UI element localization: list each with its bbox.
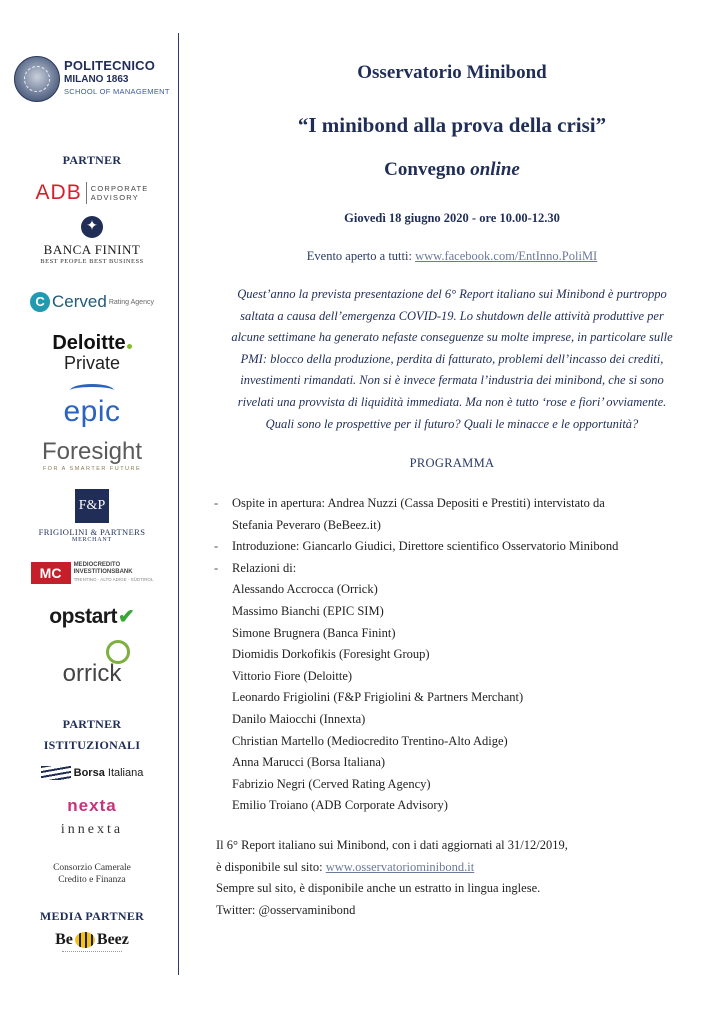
cerved-name: Cerved (52, 292, 107, 311)
adb-separator (86, 182, 87, 204)
deloitte-logo (0, 333, 184, 373)
deloitte-name-row (0, 333, 184, 353)
programma-item (210, 536, 710, 558)
orrick-name: orrick (62, 660, 122, 687)
page-title: Osservatorio Minibond (357, 62, 547, 83)
event-type-online: online (470, 159, 520, 180)
bebeez-dots (62, 951, 122, 952)
mediocredito-mark: MC (31, 562, 71, 584)
deloitte-sub: Private (63, 353, 121, 373)
foresight-logo (0, 438, 184, 472)
intro-line: Quest’anno la prevista presentazione del 6° Report italiano sui Minibond è purtroppo (237, 287, 667, 301)
event-access (186, 249, 718, 264)
event-datetime: Giovedì 18 giugno 2020 - ore 10.00-12.30 (344, 211, 560, 225)
event-type (186, 159, 718, 181)
orrick-ring-icon (106, 640, 130, 664)
fp-name: FRIGIOLINI & PARTNERS (38, 527, 146, 537)
speaker: Leonardo Frigiolini (F&P Frigiolini & Partners Merchant) (232, 690, 524, 705)
mediocredito-line2: INVESTITIONSBANK (73, 569, 133, 575)
epic-name: epic (63, 395, 121, 428)
report-info-line: Sempre sul sito, è disponibile anche un estratto in lingua inglese. (216, 881, 541, 896)
event-access-prefix: Evento aperto a tutti: (306, 249, 416, 263)
speakers-list (232, 579, 710, 817)
institution-name: POLITECNICO (64, 58, 156, 73)
epic-logo (0, 384, 184, 429)
mediocredito-words (74, 562, 154, 584)
borsa-name-bold: Borsa (73, 766, 105, 779)
speaker: Danilo Maiocchi (Innexta) (232, 711, 366, 726)
deloitte-name: Deloitte (52, 332, 126, 354)
opstart-logo (0, 604, 184, 629)
report-info (216, 835, 716, 921)
bebeez-logo (0, 931, 184, 952)
finint-runner-icon: ✦ (81, 216, 103, 238)
programma-item-text: Introduzione: Giancarlo Giudici, Direttore scientifico Osservatorio Minibond (232, 539, 619, 554)
report-info-line: Il 6° Report italiano sui Minibond, con i dati aggiornati al 31/12/2019, (216, 838, 568, 852)
programma-item (210, 493, 710, 536)
banca-finint-logo (0, 216, 184, 265)
adb-logo (0, 181, 184, 205)
facebook-link[interactable]: www.facebook.com/EntInno.PoliMI (415, 249, 598, 263)
intro-line: alcune settimane ha generato nefaste conseguenze su molte imprese, in particolare sulle (231, 330, 673, 345)
adb-line1: CORPORATE (90, 184, 149, 193)
checkmark-icon: ✔ (117, 606, 135, 628)
event-subtitle: “I minibond alla prova della crisi” (297, 113, 607, 137)
event-type-prefix: Convegno (384, 159, 471, 180)
fp-tagline: MERCHANT (71, 537, 113, 543)
intro-line: Quali sono le prospettive per il futuro? Quali le minacce e le opportunità? (265, 416, 639, 431)
speaker: Emilio Troiano (ADB Corporate Advisory) (232, 798, 448, 813)
mediocredito-line1: MEDIOCREDITO (73, 562, 121, 568)
cerved-mark-icon: C (30, 292, 50, 312)
frigiolini-logo (0, 489, 184, 543)
borsa-lines-icon (41, 766, 71, 780)
borsa-italiana-logo (0, 764, 184, 782)
politecnico-logo (14, 56, 174, 100)
innexta-mark: nexta (67, 796, 117, 815)
politecnico-seal-icon (14, 56, 60, 102)
report-info-line: è disponibile sul sito: (216, 859, 326, 874)
finint-name: BANCA FININT (43, 242, 141, 257)
osservatorio-link[interactable]: www.osservatoriominibond.it (325, 859, 475, 874)
speaker: Simone Brugnera (Banca Finint) (232, 625, 396, 640)
consorzio-line1: Consorzio Camerale (53, 863, 131, 873)
bee-icon (75, 932, 95, 948)
adb-line2: ADVISORY (90, 193, 139, 202)
speaker: Vittorio Fiore (Deloitte) (232, 668, 353, 683)
speaker: Anna Marucci (Borsa Italiana) (232, 755, 386, 770)
borsa-name (74, 767, 144, 779)
speaker: Diomidis Dorkofikis (Foresight Group) (232, 647, 430, 662)
institution-subtitle: MILANO 1863 (64, 74, 129, 85)
intro-line: saltata a causa dell’emergenza COVID-19. Lo shutdown delle attività produttive per (240, 308, 664, 323)
twitter-handle: Twitter: @osservaminibond (216, 902, 356, 917)
programma-item-text: Relazioni di: (232, 560, 297, 575)
bebeez-right: Beez (96, 931, 129, 949)
orrick-logo (0, 640, 184, 688)
intro-line: investimenti rimandati. Non si è invece fermata l’industria dei minibond, che si sono (240, 373, 664, 388)
consorzio-logo (0, 862, 184, 886)
institutional-heading-1: PARTNER (62, 717, 122, 731)
mediocredito-line3: TRENTINO · ALTO ADIGE · SÜDTIROL (73, 577, 154, 582)
intro-paragraph (186, 284, 718, 435)
intro-line: rivelati una provvista di liquidità immediata. Ma non è tutto ‘rose e fiori’ ovviamente. (237, 394, 667, 409)
programma-item-text: Ospite in apertura: Andrea Nuzzi (Cassa Depositi e Prestiti) intervistato da (232, 496, 605, 510)
programma-item (210, 558, 710, 817)
programma-title: PROGRAMMA (409, 456, 495, 470)
opstart-name: opstart (49, 605, 117, 628)
intro-line: PMI: blocco della produzione, perdita di fatturato, problemi dell’incasso dei crediti, (240, 351, 664, 366)
sidebar (0, 0, 178, 1024)
bebeez-left: Be (55, 931, 73, 949)
programma-item-text: Stefania Peveraro (BeBeez.it) (232, 517, 381, 532)
foresight-tagline: FOR A SMARTER FUTURE (42, 466, 142, 472)
speaker: Fabrizio Negri (Cerved Rating Agency) (232, 776, 431, 791)
speaker: Christian Martello (Mediocredito Trentino-Alto Adige) (232, 733, 508, 748)
cerved-tagline: Rating Agency (108, 298, 154, 306)
adb-words (91, 184, 149, 202)
borsa-name-rest: Italiana (104, 766, 144, 779)
mediocredito-logo (0, 562, 184, 584)
partner-heading: PARTNER (62, 153, 122, 167)
institution-school: SCHOOL OF MANAGEMENT (64, 87, 170, 96)
speaker: Alessando Accrocca (Orrick) (232, 582, 378, 597)
adb-mark: ADB (35, 181, 82, 204)
media-partner-heading: MEDIA PARTNER (39, 909, 145, 923)
consorzio-line2: Credito e Finanza (58, 875, 126, 885)
speaker: Massimo Bianchi (EPIC SIM) (232, 603, 384, 618)
finint-tagline: BEST PEOPLE BEST BUSINESS (40, 258, 144, 265)
programma-list (210, 493, 710, 817)
innexta-logo (0, 796, 184, 838)
cerved-logo (0, 292, 184, 312)
foresight-name: Foresight (41, 438, 143, 465)
deloitte-dot-icon (127, 344, 132, 349)
institutional-heading-2: ISTITUZIONALI (43, 738, 141, 752)
fp-mark: F&P (75, 489, 109, 523)
innexta-name: innexta (60, 822, 124, 837)
